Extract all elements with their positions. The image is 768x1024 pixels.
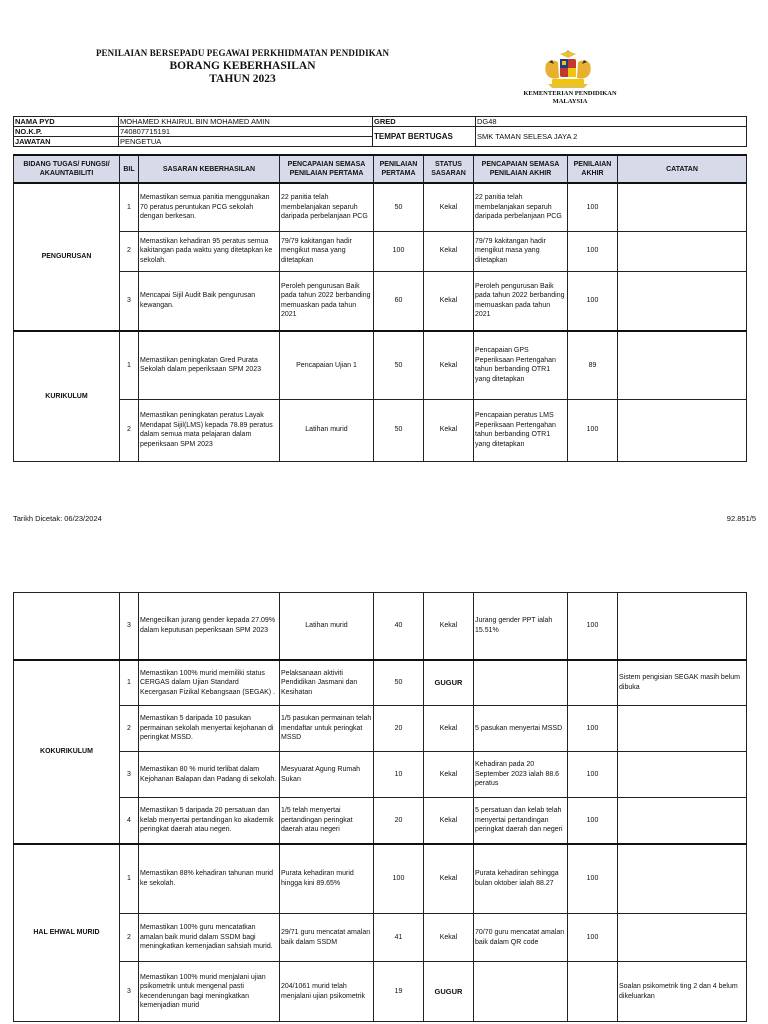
status-cell: Kekal bbox=[424, 798, 474, 844]
sasaran-cell: Memastikan 100% guru mencatatkan amalan baik murid dalam SSDM bagi meningkatkan kemenjadian sahsiah murid. bbox=[139, 914, 280, 962]
penilaian-pertama-cell: 50 bbox=[374, 183, 424, 231]
penilaian-akhir-cell: 100 bbox=[568, 231, 618, 271]
sasaran-cell: Memastikan peningkatan peratus Layak Mendapat Sijil(LMS) kepada 78.89 peratus dalam semua mata pelajaran dalam peperiksaan SPM 2023 bbox=[139, 399, 280, 461]
pencapaian-akhir-cell: Pencapaian GPS Peperiksaan Pertengahan tahun berbanding OTR1 yang ditetapkan bbox=[474, 331, 568, 399]
pencapaian-pertama-cell: Pelaksanaan aktiviti Pendidikan Jasmani dan Kesihatan bbox=[280, 660, 374, 706]
penilaian-akhir-cell: 100 bbox=[568, 399, 618, 461]
status-cell: Kekal bbox=[424, 271, 474, 331]
penilaian-pertama-cell: 50 bbox=[374, 660, 424, 706]
catatan-cell bbox=[618, 706, 747, 752]
col-pencapaian-pertama: PENCAPAIAN SEMASA PENILAIAN PERTAMA bbox=[280, 155, 374, 183]
pencapaian-pertama-cell: Latihan murid bbox=[280, 399, 374, 461]
section-label-kurikulum-cont bbox=[14, 593, 120, 660]
penilaian-akhir-cell: 100 bbox=[568, 752, 618, 798]
tempat-label: TEMPAT BERTUGAS bbox=[373, 127, 476, 147]
pencapaian-akhir-cell: Kehadiran pada 20 September 2023 ialah 88.6 peratus bbox=[474, 752, 568, 798]
header-line-1: PENILAIAN BERSEPADU PEGAWAI PERKHIDMATAN PENDIDIKAN bbox=[95, 48, 390, 58]
table-row bbox=[14, 752, 747, 798]
jawatan-value: PENGETUA bbox=[119, 137, 373, 147]
status-cell: Kekal bbox=[424, 183, 474, 231]
pencapaian-akhir-cell: 79/79 kakitangan hadir mengikut masa yang ditetapkan bbox=[474, 231, 568, 271]
table-row bbox=[14, 706, 747, 752]
penilaian-pertama-cell: 60 bbox=[374, 271, 424, 331]
table-body-page-2 bbox=[14, 593, 747, 1022]
pencapaian-pertama-cell: 79/79 kakitangan hadir mengikut masa yang ditetapkan bbox=[280, 231, 374, 271]
pyd-info-table bbox=[13, 116, 747, 147]
status-cell: Kekal bbox=[424, 399, 474, 461]
pencapaian-pertama-cell: Purata kehadiran murid hingga kini 89.65% bbox=[280, 844, 374, 914]
pencapaian-akhir-cell bbox=[474, 962, 568, 1022]
penilaian-pertama-cell: 100 bbox=[374, 231, 424, 271]
pencapaian-akhir-cell: Pencapaian peratus LMS Peperiksaan Pertengahan tahun berbanding OTR1 yang ditetapkan bbox=[474, 399, 568, 461]
pencapaian-akhir-cell: 70/70 guru mencatat amalan baik dalam QR code bbox=[474, 914, 568, 962]
penilaian-akhir-cell: 100 bbox=[568, 844, 618, 914]
bil-cell: 4 bbox=[120, 798, 139, 844]
catatan-cell bbox=[618, 331, 747, 399]
catatan-cell bbox=[618, 271, 747, 331]
col-penilaian-pertama: PENILAIAN PERTAMA bbox=[374, 155, 424, 183]
status-cell: Kekal bbox=[424, 331, 474, 399]
penilaian-pertama-cell: 100 bbox=[374, 844, 424, 914]
nama-value: MOHAMED KHAIRUL BIN MOHAMED AMIN bbox=[119, 117, 373, 127]
table-row bbox=[14, 844, 747, 914]
bil-cell: 1 bbox=[120, 183, 139, 231]
bil-cell: 3 bbox=[120, 962, 139, 1022]
nokp-label: NO.K.P. bbox=[14, 127, 119, 137]
bil-cell: 2 bbox=[120, 706, 139, 752]
tempat-value: SMK TAMAN SELESA JAYA 2 bbox=[476, 127, 747, 147]
table-row bbox=[14, 660, 747, 706]
table-row bbox=[14, 183, 747, 231]
catatan-cell: Soalan psikometrik ting 2 dan 4 belum dikeluarkan bbox=[618, 962, 747, 1022]
bil-cell: 1 bbox=[120, 331, 139, 399]
jawatan-label: JAWATAN bbox=[14, 137, 119, 147]
catatan-cell bbox=[618, 844, 747, 914]
section-label-pengurusan: PENGURUSAN bbox=[14, 183, 120, 331]
status-cell: Kekal bbox=[424, 844, 474, 914]
table-row bbox=[14, 962, 747, 1022]
status-cell: GUGUR bbox=[424, 962, 474, 1022]
pencapaian-pertama-cell: Mesyuarat Agung Rumah Sukan bbox=[280, 752, 374, 798]
pencapaian-pertama-cell: 204/1061 murid telah menjalani ujian psikometrik bbox=[280, 962, 374, 1022]
form-header bbox=[60, 48, 425, 85]
status-cell: Kekal bbox=[424, 752, 474, 798]
sasaran-cell: Memastikan semua panitia menggunakan 70 peratus peruntukan PCG sekolah dengan berkesan. bbox=[139, 183, 280, 231]
penilaian-pertama-cell: 50 bbox=[374, 331, 424, 399]
table-row bbox=[14, 798, 747, 844]
pencapaian-akhir-cell bbox=[474, 660, 568, 706]
penilaian-akhir-cell: 100 bbox=[568, 271, 618, 331]
pencapaian-pertama-cell: Latihan murid bbox=[280, 593, 374, 660]
section-label-kokurikulum: KOKURIKULUM bbox=[14, 660, 120, 844]
pencapaian-pertama-cell: 1/5 telah menyertai pertandingan peringkat daerah atau negeri bbox=[280, 798, 374, 844]
catatan-cell bbox=[618, 231, 747, 271]
status-cell: Kekal bbox=[424, 914, 474, 962]
pencapaian-akhir-cell: Jurang gender PPT ialah 15.51% bbox=[474, 593, 568, 660]
catatan-cell bbox=[618, 798, 747, 844]
penilaian-akhir-cell: 100 bbox=[568, 593, 618, 660]
col-pencapaian-akhir: PENCAPAIAN SEMASA PENILAIAN AKHIR bbox=[474, 155, 568, 183]
pencapaian-pertama-cell: Pencapaian Ujian 1 bbox=[280, 331, 374, 399]
penilaian-akhir-cell: 89 bbox=[568, 331, 618, 399]
sasaran-cell: Memastikan 88% kehadiran tahunan murid ke sekolah. bbox=[139, 844, 280, 914]
sasaran-cell: Mengecilkan jurang gender kepada 27.09% dalam keputusan peperiksaan SPM 2023 bbox=[139, 593, 280, 660]
nokp-value: 740807715191 bbox=[119, 127, 373, 137]
status-cell: Kekal bbox=[424, 593, 474, 660]
penilaian-akhir-cell: 100 bbox=[568, 798, 618, 844]
sasaran-cell: Memastikan 5 daripada 10 pasukan permainan sekolah menyertai kejohanan di peringkat MSSD. bbox=[139, 706, 280, 752]
penilaian-pertama-cell: 10 bbox=[374, 752, 424, 798]
nama-label: NAMA PYD bbox=[14, 117, 119, 127]
sasaran-cell: Memastikan 100% murid menjalani ujian psikometrik untuk mengenal pasti kecenderungan bagi meningkatkan kemenjadian murid bbox=[139, 962, 280, 1022]
catatan-cell bbox=[618, 183, 747, 231]
page-reference: 92.851/5 bbox=[726, 514, 756, 523]
penilaian-pertama-cell: 20 bbox=[374, 706, 424, 752]
pencapaian-akhir-cell: Peroleh pengurusan Baik pada tahun 2022 berbanding memuaskan pada tahun 2021 bbox=[474, 271, 568, 331]
pencapaian-pertama-cell: 29/71 guru mencatat amalan baik dalam SSDM bbox=[280, 914, 374, 962]
col-penilaian-akhir: PENILAIAN AKHIR bbox=[568, 155, 618, 183]
pencapaian-akhir-cell: 5 persatuan dan kelab telah menyertai pertandingan peringkat daerah dan negeri bbox=[474, 798, 568, 844]
penilaian-pertama-cell: 19 bbox=[374, 962, 424, 1022]
penilaian-akhir-cell: 100 bbox=[568, 914, 618, 962]
catatan-cell bbox=[618, 593, 747, 660]
penilaian-akhir-cell: 100 bbox=[568, 706, 618, 752]
bil-cell: 2 bbox=[120, 914, 139, 962]
pencapaian-akhir-cell: Purata kehadiran sehingga bulan oktober ialah 88.27 bbox=[474, 844, 568, 914]
penilaian-pertama-cell: 50 bbox=[374, 399, 424, 461]
pencapaian-pertama-cell: 1/5 pasukan permainan telah mendaftar untuk peringkat MSSD bbox=[280, 706, 374, 752]
catatan-cell bbox=[618, 399, 747, 461]
bil-cell: 3 bbox=[120, 752, 139, 798]
status-cell: Kekal bbox=[424, 706, 474, 752]
status-cell: GUGUR bbox=[424, 660, 474, 706]
penilaian-akhir-cell bbox=[568, 962, 618, 1022]
bil-cell: 1 bbox=[120, 844, 139, 914]
catatan-cell: Sistem pengisian SEGAK masih belum dibuka bbox=[618, 660, 747, 706]
bil-cell: 1 bbox=[120, 660, 139, 706]
pencapaian-akhir-cell: 5 pasukan menyertai MSSD bbox=[474, 706, 568, 752]
pencapaian-akhir-cell: 22 panitia telah membelanjakan separuh daripada perbelanjaan PCG bbox=[474, 183, 568, 231]
keberhasilan-table-page-2 bbox=[13, 592, 747, 1022]
section-label-hem: HAL EHWAL MURID bbox=[14, 844, 120, 1022]
bil-cell: 2 bbox=[120, 399, 139, 461]
ministry-name: KEMENTERIAN PENDIDIKAN MALAYSIA bbox=[523, 90, 617, 105]
sasaran-cell: Memastikan 100% murid memiliki status CERGAS dalam Ujian Standard Kecergasan Fizikal Kebangsaan (SEGAK) . bbox=[139, 660, 280, 706]
col-sasaran: SASARAN KEBERHASILAN bbox=[139, 155, 280, 183]
table-row bbox=[14, 914, 747, 962]
col-catatan: CATATAN bbox=[618, 155, 747, 183]
section-label-kurikulum: KURIKULUM bbox=[14, 331, 120, 461]
penilaian-pertama-cell: 20 bbox=[374, 798, 424, 844]
catatan-cell bbox=[618, 752, 747, 798]
keberhasilan-table-page-1 bbox=[13, 154, 747, 462]
sasaran-cell: Memastikan peningkatan Gred Purata Sekolah dalam peperiksaan SPM 2023 bbox=[139, 331, 280, 399]
header-line-2: BORANG KEBERHASILAN bbox=[169, 60, 316, 72]
pencapaian-pertama-cell: Peroleh pengurusan Baik pada tahun 2022 berbanding memuaskan pada tahun 2021 bbox=[280, 271, 374, 331]
penilaian-pertama-cell: 41 bbox=[374, 914, 424, 962]
sasaran-cell: Memastikan 5 daripada 20 persatuan dan kelab menyertai pertandingan ko akademik peringkat daerah atau negeri. bbox=[139, 798, 280, 844]
header-line-3: TAHUN 2023 bbox=[209, 73, 276, 85]
penilaian-akhir-cell bbox=[568, 660, 618, 706]
sasaran-cell: Memastikan kehadiran 95 peratus semua kakitangan pada waktu yang ditetapkan ke sekolah. bbox=[139, 231, 280, 271]
table-row bbox=[14, 231, 747, 271]
status-cell: Kekal bbox=[424, 231, 474, 271]
sasaran-cell: Mencapai Sijil Audit Baik pengurusan kewangan. bbox=[139, 271, 280, 331]
table-body-page-1 bbox=[14, 183, 747, 461]
table-row bbox=[14, 271, 747, 331]
table-row bbox=[14, 399, 747, 461]
col-bil: BIL bbox=[120, 155, 139, 183]
gred-value: DG48 bbox=[476, 117, 747, 127]
printed-date: Tarikh Dicetak: 06/23/2024 bbox=[13, 514, 102, 523]
sasaran-cell: Memastikan 80 % murid terlibat dalam Kejohanan Balapan dan Padang di sekolah. bbox=[139, 752, 280, 798]
bil-cell: 3 bbox=[120, 593, 139, 660]
col-bidang: BIDANG TUGAS/ FUNGSI/ AKAUNTABILITI bbox=[14, 155, 120, 183]
table-row bbox=[14, 593, 747, 660]
catatan-cell bbox=[618, 914, 747, 962]
col-status-sasaran: STATUS SASARAN bbox=[424, 155, 474, 183]
coat-of-arms-icon bbox=[538, 50, 598, 90]
gred-label: GRED bbox=[373, 117, 476, 127]
pencapaian-pertama-cell: 22 panitia telah membelanjakan separuh daripada perbelanjaan PCG bbox=[280, 183, 374, 231]
penilaian-akhir-cell: 100 bbox=[568, 183, 618, 231]
bil-cell: 2 bbox=[120, 231, 139, 271]
table-row bbox=[14, 331, 747, 399]
bil-cell: 3 bbox=[120, 271, 139, 331]
penilaian-pertama-cell: 40 bbox=[374, 593, 424, 660]
